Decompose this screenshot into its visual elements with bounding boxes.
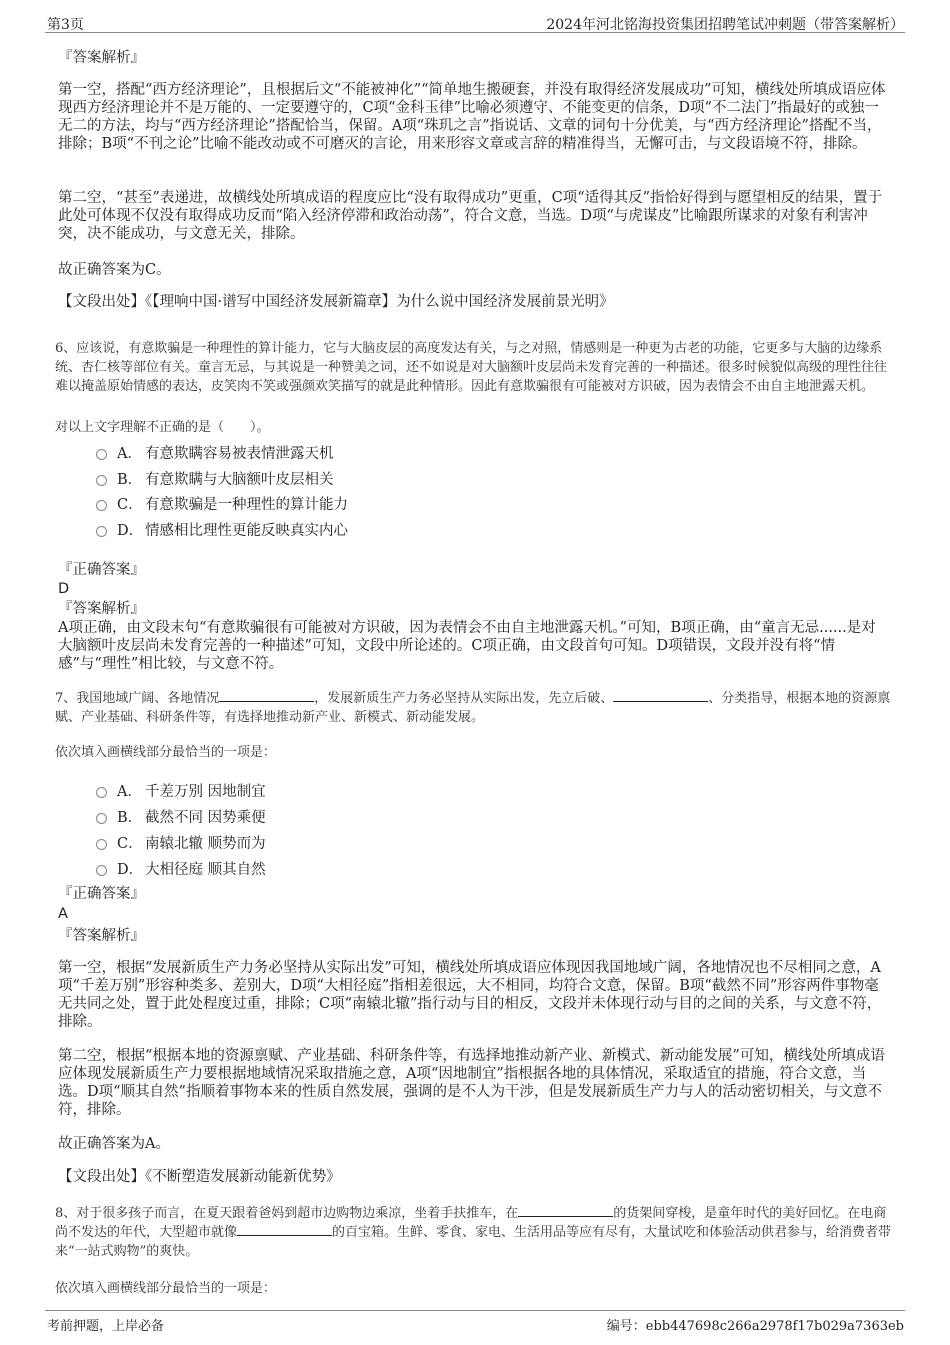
q6-stem: 6、应该说，有意欺骗是一种理性的算计能力，它与大脑皮层的高度发达有关，与之对照，情感则是一种更为古老的功能，它更多与大脑的边缘系统、杏仁核等部位有关。童言无忌，与其说是一种赞美之词，还不如说是对大脑额叶皮层尚未发育完善的一种描述。很多时候貌似高级的理性往往难以掩盖原始情感的表达，皮笑肉不笑或强颜欢笑描写的就是此种情形。因此有意欺骗很有可能被对方识破，因为表情会不由自主地泄露天机。 [55, 341, 888, 394]
q5-analysis-label: 『答案解析』 [58, 50, 145, 66]
document-code: 编号：ebb447698c266a2978f17b029a7363eb [606, 1319, 904, 1334]
radio-icon[interactable] [96, 500, 107, 511]
q7-answer: 故正确答案为A。 [58, 1136, 170, 1152]
q7-option-d[interactable]: D． 大相径庭 顺其自然 [96, 858, 266, 879]
q6-analysis-label: 『答案解析』 [58, 601, 145, 617]
page-number: 第3页 [47, 17, 84, 33]
q7-analysis-para2: 第二空，根据“根据本地的资源禀赋、产业基础、科研条件等，有选择地推动新产业、新模式、新动能发展”可知，横线处所填成语应体现发展新质生产力要根据地域情况采取措施之意，A项“因地制宜”指根据各地的具体情况，采取适宜的措施，符合文意，当选。D项“顺其自然”指顺着事物本来的性质自然发展，强调的是不人为干涉，但是发展新质生产力与人的活动密切相关，与文意不符，排除。 [58, 1048, 885, 1118]
q6-option-b[interactable]: B． 有意欺瞒与大脑额叶皮层相关 [96, 468, 334, 489]
q6-option-a[interactable]: A． 有意欺瞒容易被表情泄露天机 [96, 442, 334, 463]
q8-stem: 8、对于很多孩子而言，在夏天跟着爸妈到超市边购物边乘凉，坐着手扶推车，在 的货架间穿梭，是童年时代的美好回忆。在电商尚不发达的年代，大型超市就像 的百宝箱。生鲜、零食、家电、生活用品等应有尽有，大量试吃和体验活动供君参与，给消费者带来“一站式购物”的爽快。 [55, 1206, 892, 1259]
q7-option-a[interactable]: A． 千差万别 因地制宜 [96, 780, 266, 801]
radio-icon[interactable] [96, 475, 107, 486]
q8-blank-1 [518, 1204, 613, 1217]
radio-icon[interactable] [96, 865, 107, 876]
q6-correct-label: 『正确答案』 [58, 562, 145, 578]
q6-correct-answer: D [58, 581, 70, 597]
document-title: 2024年河北铭海投资集团招聘笔试冲刺题（带答案解析） [546, 17, 904, 33]
q6-option-c[interactable]: C． 有意欺骗是一种理性的算计能力 [96, 493, 348, 514]
q5-analysis-para1: 第一空，搭配“西方经济理论”，且根据后文“不能被神化”“简单地生搬硬套，并没有取得经济发展成功”可知，横线处所填成语应体现西方经济理论并不是万能的、一定要遵守的，C项“金科玉律”比喻必须遵守、不能变更的信条，D项“不二法门”指最好的或独一无二的方法，均与“西方经济理论”搭配恰当，保留。A项“珠玑之言”指说话、文章的词句十分优美，与“西方经济理论”搭配不当，排除；B项“不刊之论”比喻不能改动或不可磨灭的言论，用来形容文章或言辞的精准得当，无懈可击，与文段语境不符，排除。 [58, 82, 886, 152]
footer-divider [45, 1310, 905, 1311]
radio-icon[interactable] [96, 526, 107, 537]
q7-question: 依次填入画横线部分最恰当的一项是： [55, 745, 277, 760]
q7-stem: 7、我国地域广阔、各地情况 ，发展新质生产力务必坚持从实际出发，先立后破、 、分类指导，根据本地的资源禀赋、产业基础、科研条件等，有选择地推动新产业、新模式、新动能发展。 [55, 691, 891, 725]
q7-blank-1 [219, 689, 314, 702]
radio-icon[interactable] [96, 449, 107, 460]
q6-option-d[interactable]: D． 情感相比理性更能反映真实内心 [96, 519, 348, 540]
q8-question: 依次填入画横线部分最恰当的一项是： [55, 1281, 277, 1296]
q5-source: 【文段出处】《【理响中国·谱写中国经济发展新篇章】为什么说中国经济发展前景光明》 [58, 294, 614, 310]
header-divider [45, 32, 905, 33]
radio-icon[interactable] [96, 839, 107, 850]
q7-correct-answer: A [58, 906, 68, 922]
q8-blank-2 [237, 1223, 332, 1236]
q7-analysis-para1: 第一空，根据“发展新质生产力务必坚持从实际出发”可知，横线处所填成语应体现因我国地域广阔，各地情况也不尽相同之意，A项“千差万别”形容种类多、差别大，D项“大相径庭”指相差很远，大不相同，均符合文意，保留。B项“截然不同”形容两件事物毫无共同之处，置于此处程度过重，排除；C项“南辕北辙”指行动与目的相反，文段并未体现行动与目的之间的关系，与文意不符，排除。 [58, 960, 882, 1030]
q7-blank-2 [613, 689, 708, 702]
q7-source: 【文段出处】《不断塑造发展新动能新优势》 [58, 1169, 341, 1185]
q5-analysis-para2: 第二空，“甚至”表递进，故横线处所填成语的程度应比“没有取得成功”更重，C项“适得其反”指恰好得到与愿望相反的结果，置于此处可体现不仅没有取得成功反而“陷入经济停滞和政治动荡”，符合文意，当选。D项“与虎谋皮”比喻跟所谋求的对象有利害冲突，决不能成功，与文意无关，排除。 [58, 190, 883, 242]
radio-icon[interactable] [96, 787, 107, 798]
q7-analysis-label: 『答案解析』 [58, 928, 145, 944]
q6-question: 对以上文字理解不正确的是（ ）。 [55, 420, 270, 435]
radio-icon[interactable] [96, 813, 107, 824]
footer-slogan: 考前押题，上岸必备 [47, 1319, 165, 1334]
q5-answer: 故正确答案为C。 [58, 262, 171, 278]
q7-option-b[interactable]: B． 截然不同 因势乘便 [96, 806, 266, 827]
q7-option-c[interactable]: C． 南辕北辙 顺势而为 [96, 832, 266, 853]
q7-correct-label: 『正确答案』 [58, 886, 145, 902]
q6-analysis: A项正确，由文段末句“有意欺骗很有可能被对方识破，因为表情会不由自主地泄露天机。”可知，B项正确，由“童言无忌......是对大脑额叶皮层尚未发育完善的一种描述”可知，文段中所论述的。C项正确，由文段首句可知。D项错误，文段并没有将“情感”与“理性”相比较，与文意不符。 [58, 620, 876, 672]
